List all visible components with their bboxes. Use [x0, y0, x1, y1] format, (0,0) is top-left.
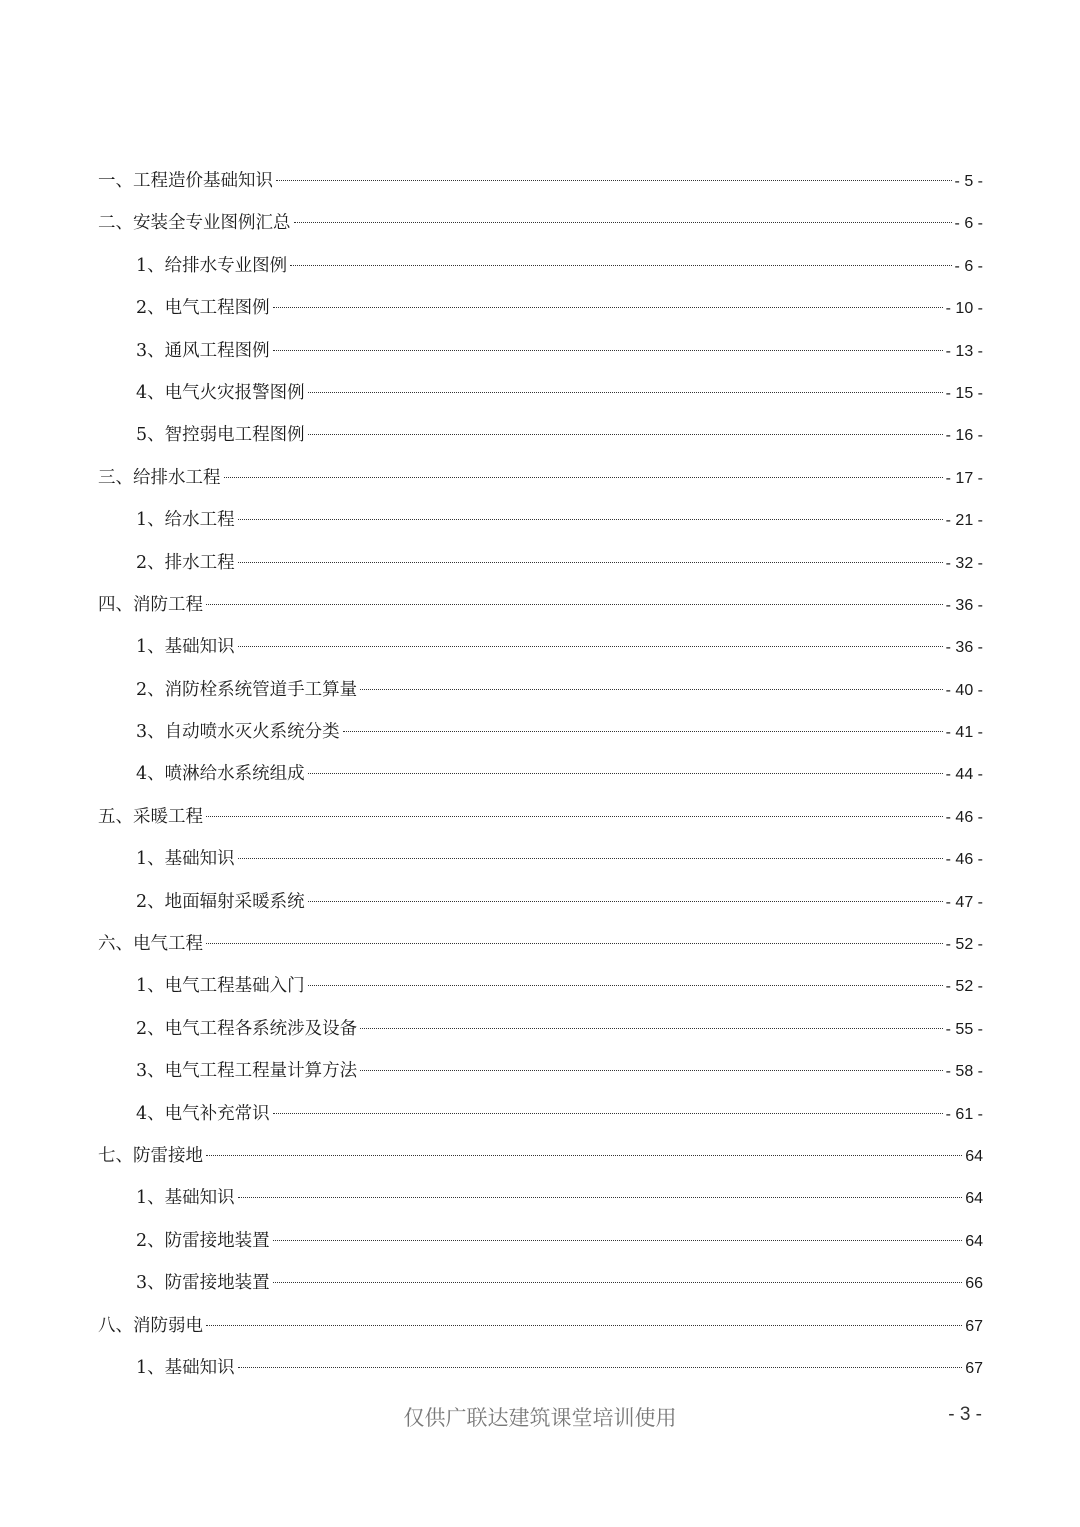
toc-dot-leader	[360, 1028, 943, 1029]
toc-dot-leader	[290, 265, 951, 266]
toc-entry[interactable]	[98, 1050, 983, 1092]
toc-entry-page: 64	[965, 1190, 983, 1208]
toc-entry-title: 2、消防栓系统管道手工算量	[136, 679, 358, 700]
toc-dot-leader	[273, 1113, 943, 1114]
toc-entry-page: - 32 -	[945, 554, 983, 572]
toc-dot-leader	[308, 434, 943, 435]
toc-entry-page: - 5 -	[954, 173, 983, 190]
toc-entry-title: 2、地面辐射采暖系统	[136, 891, 305, 912]
toc-entry-page: 66	[965, 1275, 983, 1293]
toc-entry[interactable]	[98, 1220, 983, 1262]
toc-entry[interactable]	[98, 881, 983, 923]
toc-dot-leader	[238, 646, 943, 647]
toc-entry-page: - 21 -	[945, 512, 983, 530]
toc-dot-leader	[308, 985, 943, 986]
toc-entry[interactable]	[98, 1135, 983, 1177]
toc-dot-leader	[206, 816, 943, 817]
toc-entry[interactable]	[98, 499, 983, 541]
toc-entry-page: - 47 -	[945, 893, 983, 911]
toc-entry-title: 4、喷淋给水系统组成	[136, 764, 305, 785]
toc-entry[interactable]	[98, 1347, 983, 1389]
toc-entry[interactable]	[98, 965, 983, 1007]
toc-entry[interactable]	[98, 626, 983, 668]
toc-entry[interactable]	[98, 1093, 983, 1135]
toc-entry-page: - 36 -	[945, 639, 983, 657]
toc-entry[interactable]	[98, 160, 983, 202]
toc-entry-title: 3、通风工程图例	[136, 340, 270, 361]
toc-entry[interactable]	[98, 1177, 983, 1219]
toc-dot-leader	[273, 1240, 963, 1241]
toc-entry-page: - 40 -	[945, 681, 983, 699]
toc-entry[interactable]	[98, 542, 983, 584]
toc-entry[interactable]	[98, 669, 983, 711]
toc-dot-leader	[273, 350, 943, 351]
toc-entry-page: 64	[965, 1147, 983, 1165]
toc-entry[interactable]	[98, 796, 983, 838]
toc-dot-leader	[206, 604, 943, 605]
toc-entry-page: - 52 -	[945, 936, 983, 954]
toc-entry-title: 2、排水工程	[136, 552, 235, 573]
toc-entry-page: - 17 -	[945, 469, 983, 487]
toc-entry-title: 4、电气火灾报警图例	[136, 382, 305, 403]
toc-entry[interactable]	[98, 753, 983, 795]
toc-entry[interactable]	[98, 372, 983, 414]
toc-entry-page: - 6 -	[954, 257, 983, 275]
toc-entry-page: - 46 -	[945, 808, 983, 826]
toc-entry[interactable]	[98, 584, 983, 626]
toc-entry-title: 3、自动喷水灭火系统分类	[136, 722, 340, 743]
toc-entry-page: 64	[965, 1232, 983, 1250]
toc-entry-page: 67	[965, 1359, 983, 1377]
toc-entry-page: - 36 -	[945, 596, 983, 614]
toc-entry-page: - 10 -	[945, 300, 983, 318]
toc-dot-leader	[224, 477, 943, 478]
toc-entry[interactable]	[98, 202, 983, 244]
toc-entry-title: 3、防雷接地装置	[136, 1273, 270, 1294]
toc-entry-page: - 6 -	[954, 215, 983, 233]
toc-dot-leader	[238, 1197, 963, 1198]
toc-entry-title: 1、基础知识	[136, 637, 235, 658]
footer-page-number: - 3 -	[948, 1404, 982, 1425]
toc-entry[interactable]	[98, 457, 983, 499]
toc-entry-title: 1、给水工程	[136, 510, 235, 531]
toc-entry[interactable]	[98, 838, 983, 880]
toc-entry-title: 2、电气工程各系统涉及设备	[136, 1018, 358, 1039]
toc-entry[interactable]	[98, 330, 983, 372]
toc-entry-page: - 52 -	[945, 978, 983, 996]
toc-entry[interactable]	[98, 1262, 983, 1304]
toc-entry-page: - 44 -	[945, 766, 983, 784]
toc-entry[interactable]	[98, 245, 983, 287]
toc-dot-leader	[206, 943, 943, 944]
toc-entry-title: 5、智控弱电工程图例	[136, 425, 305, 446]
toc-entry-title: 四、消防工程	[98, 594, 203, 615]
toc-entry-title: 4、电气补充常识	[136, 1103, 270, 1124]
toc-entry[interactable]	[98, 414, 983, 456]
toc-entry-title: 二、安装全专业图例汇总	[98, 213, 291, 234]
toc-entry[interactable]	[98, 923, 983, 965]
toc-dot-leader	[294, 222, 952, 223]
toc-entry-title: 七、防雷接地	[98, 1145, 203, 1166]
toc-entry-title: 1、电气工程基础入门	[136, 976, 305, 997]
toc-entry[interactable]	[98, 1008, 983, 1050]
toc-entry-page: - 55 -	[945, 1020, 983, 1038]
toc-entry-title: 一、工程造价基础知识	[98, 171, 273, 191]
toc-dot-leader	[308, 773, 943, 774]
toc-dot-leader	[238, 858, 943, 859]
toc-entry-title: 五、采暖工程	[98, 806, 203, 827]
toc-entry-page: - 13 -	[945, 342, 983, 360]
toc-entry-page: - 41 -	[945, 724, 983, 742]
toc-entry-title: 1、基础知识	[136, 849, 235, 870]
toc-dot-leader	[238, 1367, 963, 1368]
toc-dot-leader	[308, 901, 943, 902]
toc-entry-page: - 15 -	[945, 384, 983, 402]
toc-entry-title: 1、给排水专业图例	[136, 255, 288, 276]
toc-dot-leader	[238, 562, 943, 563]
toc-entry-title: 3、电气工程工程量计算方法	[136, 1061, 358, 1082]
toc-entry-title: 六、电气工程	[98, 934, 203, 955]
footer-watermark-text: 仅供广联达建筑课堂培训使用	[403, 1406, 677, 1430]
toc-entry-page: - 16 -	[945, 427, 983, 445]
toc-entry-title: 三、给排水工程	[98, 467, 221, 488]
toc-dot-leader	[343, 731, 943, 732]
toc-dot-leader	[206, 1155, 962, 1156]
toc-entry[interactable]	[98, 1305, 983, 1347]
toc-entry-page: - 58 -	[945, 1063, 983, 1081]
toc-dot-leader	[273, 1282, 963, 1283]
toc-dot-leader	[273, 307, 943, 308]
toc-entry-title: 2、防雷接地装置	[136, 1230, 270, 1251]
toc-entry-page: - 46 -	[945, 851, 983, 869]
toc-dot-leader	[360, 1070, 943, 1071]
toc-entry-page: - 61 -	[945, 1105, 983, 1123]
toc-entry-title: 1、基础知识	[136, 1357, 235, 1378]
toc-dot-leader	[276, 180, 952, 181]
toc-dot-leader	[206, 1325, 962, 1326]
toc-dot-leader	[238, 519, 943, 520]
table-of-contents	[98, 160, 983, 1389]
toc-dot-leader	[308, 392, 943, 393]
toc-entry[interactable]	[98, 287, 983, 329]
toc-entry-title: 八、消防弱电	[98, 1315, 203, 1336]
toc-entry-title: 1、基础知识	[136, 1188, 235, 1209]
toc-entry-page: 67	[965, 1317, 983, 1335]
toc-entry[interactable]	[98, 711, 983, 753]
toc-entry-title: 2、电气工程图例	[136, 298, 270, 319]
toc-dot-leader	[360, 689, 943, 690]
